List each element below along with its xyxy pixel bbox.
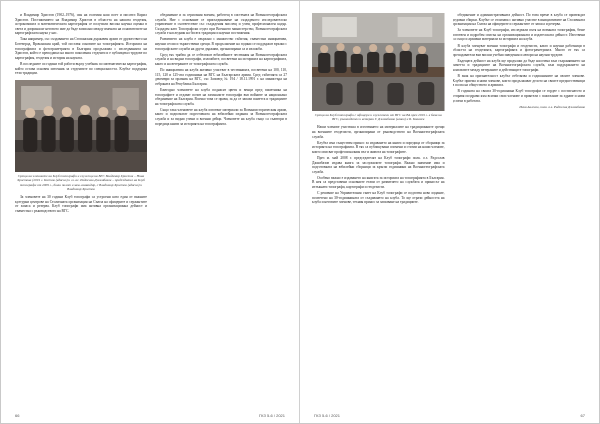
paragraph: Сред тях трябва да се отбележат юбилейните чествания на Военногеографската служба и на видни топографи, изложбите, посветени на историята на картографията, както и на ветераните от топографската служба. xyxy=(155,52,287,66)
left-page-column-1 xyxy=(15,13,147,403)
right-page xyxy=(300,1,599,423)
photo-caption: Среща на Клуб топографи с офицери и служители от ВГС на ВА през 2019 г. в база на ВГС, ръководител и ветеран Г. Джамбазов (вляво) и Б. Ковачев xyxy=(314,113,442,122)
paragraph: Клубът има съществен принос за издаването на книги и поредица от сборници за историята на топографията. В тях са публикувани спомени и статии на наши членове, които описват професионалния път и живота на топографите. xyxy=(312,140,445,154)
paragraph: В знак на признателност клубът отбелязва и годишнините на своите членове. Клубът приема и нови членове, които продължават делото на своите предшественици в полза на обществото и армията. xyxy=(452,74,585,88)
paragraph: За членовете на Клуб топографи, изследвали пътя на военната топография, беше изготвен и подробен списък на организационната и издателската дейност. Изготвени са също и архивни материали за историята на клуба. xyxy=(452,28,585,42)
right-page-footer xyxy=(314,413,585,418)
left-page-footer xyxy=(15,413,285,418)
left-page xyxy=(1,1,300,423)
paragraph: Ежегодно членовете на клуба поднасят цветя и венци пред паметника на топографите и отдават почит на загиналите топографи във войните за национално обединение на България. Всичко това се прави, за да се запази паметта и традициите на топографската служба. xyxy=(155,87,287,106)
journal-issue: ГКЗ 5-6 / 2021 xyxy=(314,413,340,418)
author-credit: Илия Ангелов, полк. о.з. Радослав Джамбазов xyxy=(519,105,585,110)
paragraph: обединение и за сериозния военен, работещ в системата на Военногеографската служба. Ние с основание се присъединяваме на създаденото изследователско управление в съответствие със създадения мислещ и учещ професионален кадър. Създаден като Топографски отдел при Военното министерство, Военногеографската служба е наследник на богата традиция и научни постижения. xyxy=(155,13,287,36)
group-photo-meeting xyxy=(15,80,147,172)
page-number: 67 xyxy=(580,413,585,418)
photo-caption: Среща на членовете на Клуб топографи и служещи на ВГС Владимир Христов – Нина Христова (2019 г. Костов (вдясно) и гл. ас. Радослав Джамбазов – председател на Клуб топографи от 2009 г., бивш пилот и зам.-командир, с Владимир Христов (вдясно) и Владимир Христов xyxy=(17,174,145,191)
paragraph: В годината на своята 30-годишнина Клуб топографи се гордее с постигнатото и отправя поздрави към всички свои членове и приятели с пожелание за здраве и нови успехи в работата. xyxy=(452,89,585,103)
paragraph: През м. май 2008 г. председателят на Клуб топографи полк. о.з. Радослав Джамбазов издава книга за заслужилите топографи. Важно значение има и подготовката на юбилейни сборници за кръгли годишнини на Военногеографската служба. xyxy=(312,155,445,174)
paragraph: За членовете на 30 години Клуб топографи са устроени като един от важните културни центрове на Столичната организация на Съюза на офицерите и сержантите от запаса и резерва. Клуб топографи има активна организационна дейност и съвместна с ръководството на ВГС. xyxy=(15,195,147,213)
paragraph: По инициатива на клуба активно участват в честванията, посветени на 100, 110, 115, 120 и 125-ата годишнина на ВГС на Българската армия. Сред събитията са 27 декември за празник на ВГС, със Заповед № 194 / 18.11.1991 г. на министъра на отбраната на Република България. xyxy=(155,68,287,86)
paragraph: В клуба членуват военни топографи и геодезисти, както и научни работници в областта на геодезията, картографията и фотограметрията. Много от тях са преподаватели във висши учебни заведения и автори на научни трудове. xyxy=(452,43,585,57)
left-page-column-2 xyxy=(155,13,287,403)
paragraph: Особено важно е издаването на книгата за историята на топографията в България. В нея са представени основните етапи от развитието на службата и приносът на изтъкнати топографи, картографи и геодезисти. xyxy=(312,175,445,190)
page-number: 66 xyxy=(15,413,20,418)
paragraph: и Владимир Христов (1902–1976), син на големия наш поет и писател Кирил Христов. Постижението на Владимир Христов в областта на нашата геодезия, астрономията и математическата картография се получили висока научна оценка в света и допринасят неговото име да бъде записано между имената на основателите на картографската наука у нас. xyxy=(15,13,147,36)
paragraph: С решение на Управителния съвет на Клуб топографи се подготвя ново издание, посветено на 30-годишнината от създаването на клуба. То ще отрази дейността на клуба и неговите членове, техния принос за запазване на традициите. xyxy=(312,191,445,205)
conference-room-photo xyxy=(312,13,445,111)
paragraph: В последните си години той работи върху учебник по математическа картография, който остава основен източник за студентите по специалността. Клубът поддържа тези традиции. xyxy=(15,61,147,76)
right-page-column-2 xyxy=(453,13,586,403)
paragraph: Наши членове участваха в изготвянето на материалите на традиционните срещи на военните геодезисти, организирани от ръководството на Военногеографската служба. xyxy=(312,125,445,139)
paragraph: Бъдещата дейност на клуба ще продължи да бъде насочена към съхраняването на паметта и традициите на Военногеографската служба, към поддържането на контактите между ветераните и действащите топографи. xyxy=(452,58,585,73)
right-page-column-1 xyxy=(312,13,445,403)
paragraph: Също така членовете на клуба изготвят материали за Военноисторическия архив, както и подпомагат подготовката на юбилейни издания за Военногеографската служба и за видни учени и военни дейци. Членовете на клуба също са съавтори в поредица книги за историята на топографията. xyxy=(155,107,287,126)
journal-issue: ГКЗ 5-6 / 2021 xyxy=(259,413,285,418)
magazine-spread xyxy=(1,1,599,423)
paragraph: обединение и административната дейност. По това време в клуба се провеждат редовни сбирки. Клубът се отличава с активно участие в инициативите на Столичната организация на Съюза на офицерите и сержантите от запаса и резерва. xyxy=(452,13,585,27)
paragraph: Развитието на клуба е свързано с множество събития, съвместни инициативи, научни сесии и тържествени срещи. В продължение на години се поддържат връзки с топографските служби на други държави, организирани са и изложби. xyxy=(155,37,287,51)
paragraph: Така например, със създаването на Стопанския държавен архив от дружеството на Ботевград, Врачанския край, той поставя основите на топографията. Историята на топографията и фотограметрията в България продължава с изследванията на Христов, който е преподавал на много поколения студенти и е публикувал трудове по картография, геодезия и история на науката. xyxy=(15,37,147,60)
